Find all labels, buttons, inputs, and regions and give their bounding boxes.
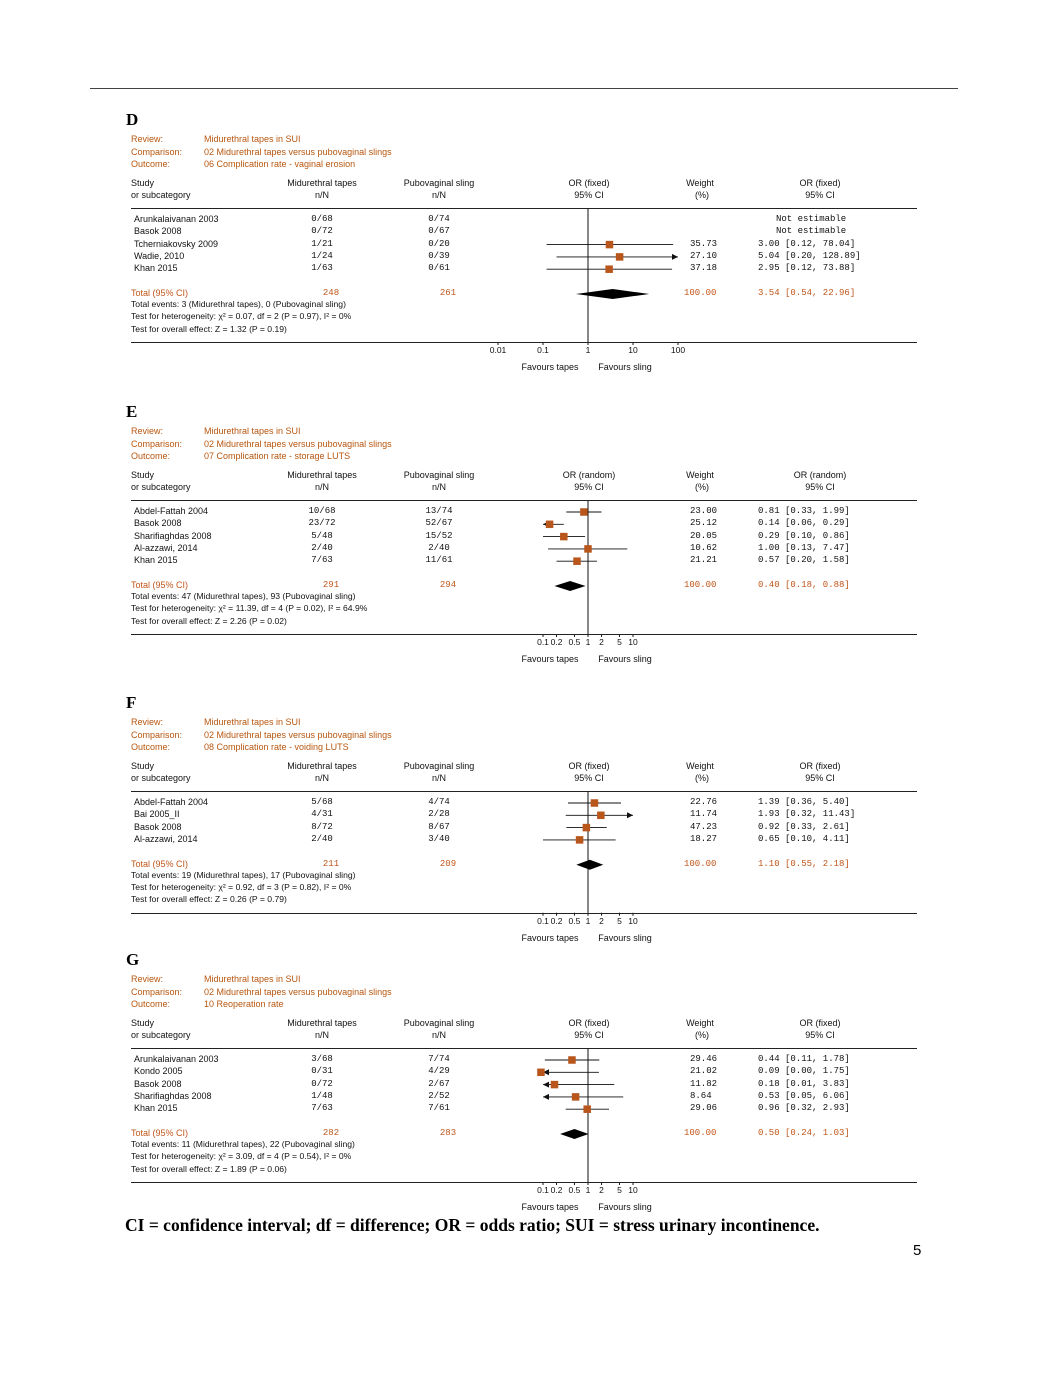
study-name: Basok 2008 [134, 1078, 182, 1089]
point-estimate-square [572, 1093, 580, 1101]
pooled-diamond [576, 289, 649, 299]
study-or: 0.09 [0.00, 1.75] [758, 1066, 850, 1077]
axis-tick-label: 10 [628, 637, 638, 647]
ci-arrow-left [543, 1094, 549, 1100]
study-exp-events: 7/63 [311, 555, 333, 566]
axis-tick-label: 10 [628, 1185, 638, 1195]
axis-tick-label: 0.5 [568, 915, 581, 926]
study-ctl-events: 13/74 [425, 506, 453, 516]
meta-outcome-value: 07 Complication rate - storage LUTS [204, 451, 351, 461]
study-ctl-events: 2/67 [428, 1078, 450, 1089]
study-ctl-events: 2/28 [428, 809, 450, 820]
favours-left-label: Favours tapes [521, 932, 579, 943]
header-ctl-nN: n/N [431, 773, 447, 783]
header-ctl: Pubovaginal sling [403, 1018, 475, 1028]
study-or: 1.00 [0.13, 7.47] [758, 542, 850, 553]
total-label: Total (95% CI) [131, 288, 189, 298]
study-exp-events: 5/68 [311, 797, 333, 807]
study-name: Abdel-Fattah 2004 [134, 506, 209, 516]
header-effect-plot: OR (fixed) [568, 178, 610, 188]
study-ctl-events: 7/74 [428, 1054, 450, 1064]
panel-letter: G [126, 950, 140, 969]
study-name: Sharifiaghdas 2008 [134, 1090, 212, 1101]
meta-review-value: Midurethral tapes in SUI [204, 134, 301, 144]
point-estimate-square [576, 836, 584, 844]
footer-line: Test for overall effect: Z = 1.89 (P = 0.06) [131, 1163, 287, 1174]
axis-tick-label: 0.2 [550, 637, 563, 647]
top-rule [90, 88, 958, 89]
point-estimate-square [583, 1105, 591, 1113]
study-weight: 27.10 [690, 250, 718, 261]
meta-outcome-label: Outcome: [131, 742, 171, 752]
study-or: 0.29 [0.10, 0.86] [758, 530, 850, 541]
study-weight: 35.73 [690, 238, 718, 249]
meta-outcome-value: 08 Complication rate - voiding LUTS [204, 742, 349, 752]
forest-panel-d [0, 110, 1040, 380]
header-weight-unit: (%) [695, 482, 709, 492]
total-label: Total (95% CI) [131, 1128, 189, 1138]
axis-tick-label: 10 [628, 915, 638, 926]
header-weight-unit: (%) [695, 773, 709, 783]
study-name: Sharifiaghdas 2008 [134, 530, 212, 541]
meta-review-label: Review: [131, 717, 164, 727]
header-study: Study [131, 761, 155, 771]
study-exp-events: 1/63 [311, 263, 333, 274]
meta-review-value: Midurethral tapes in SUI [204, 974, 301, 984]
point-estimate-square [560, 533, 568, 541]
study-ctl-events: 11/61 [425, 555, 453, 566]
point-estimate-square [580, 508, 588, 516]
pooled-diamond [560, 1129, 588, 1139]
header-ctl: Pubovaginal sling [403, 178, 475, 188]
study-exp-events: 1/24 [311, 250, 333, 261]
axis-tick-label: 5 [617, 1185, 622, 1195]
study-weight: 25.12 [690, 518, 718, 529]
axis-tick-label: 5 [617, 637, 622, 647]
meta-review-label: Review: [131, 974, 164, 984]
favours-left-label: Favours tapes [521, 362, 579, 372]
meta-comparison-label: Comparison: [131, 438, 183, 449]
study-or: 0.96 [0.32, 2.93] [758, 1103, 850, 1114]
bottom-rule [131, 913, 917, 914]
forest-panel-e [0, 402, 1040, 672]
point-estimate-square [597, 812, 605, 820]
meta-comparison-label: Comparison: [131, 729, 183, 740]
header-weight-unit: (%) [695, 190, 709, 200]
study-exp-events: 0/72 [311, 226, 333, 237]
axis-tick-label: 2 [599, 1185, 604, 1195]
header-ctl: Pubovaginal sling [403, 761, 475, 771]
study-ctl-events: 0/61 [428, 263, 450, 274]
footer-line: Test for heterogeneity: χ² = 3.09, df = 4 (P = 0.54), I² = 0% [131, 1151, 352, 1162]
study-weight: 18.27 [690, 833, 718, 844]
ci-arrow-left [543, 1082, 549, 1088]
study-exp-events: 0/31 [311, 1066, 333, 1077]
point-estimate-square [551, 1081, 559, 1089]
axis-tick-label: 2 [599, 915, 604, 926]
header-ctl-nN: n/N [431, 482, 447, 492]
axis-tick-label: 0.01 [489, 345, 507, 355]
study-weight: 11.74 [690, 809, 718, 820]
study-name: Khan 2015 [134, 555, 178, 566]
axis-tick-label: 0.2 [550, 915, 563, 926]
study-name: Khan 2015 [134, 263, 178, 274]
study-ctl-events: 0/20 [428, 238, 450, 249]
axis-tick-label: 1 [585, 915, 591, 926]
study-ctl-events: 0/39 [428, 250, 450, 261]
study-exp-events: 4/31 [311, 809, 333, 820]
study-or: Not estimable [776, 226, 847, 237]
total-weight: 100.00 [684, 580, 717, 590]
axis-tick-label: 0.1 [537, 637, 549, 647]
header-effect-col-ci: 95% CI [805, 1030, 835, 1040]
footer-line: Total events: 3 (Midurethral tapes), 0 (Pubovaginal sling) [131, 299, 346, 309]
header-effect-plot-ci: 95% CI [574, 1030, 604, 1040]
footer-line: Test for overall effect: Z = 1.32 (P = 0.19) [131, 323, 287, 334]
total-ctl: 283 [439, 1128, 457, 1138]
point-estimate-square [616, 253, 624, 261]
footer-line: Test for heterogeneity: χ² = 0.92, df = 3 (P = 0.82), I² = 0% [131, 882, 352, 892]
total-exp: 211 [322, 858, 340, 869]
bottom-rule [131, 342, 917, 343]
study-name: Al-azzawi, 2014 [134, 833, 198, 844]
header-ctl: Pubovaginal sling [403, 470, 475, 480]
study-or: 0.14 [0.06, 0.29] [758, 518, 850, 529]
favours-left-label: Favours tapes [521, 1202, 579, 1212]
footer-line: Test for heterogeneity: χ² = 0.07, df = 2 (P = 0.97), I² = 0% [131, 311, 352, 322]
header-exp-nN: n/N [314, 773, 330, 783]
study-or: 0.57 [0.20, 1.58] [758, 555, 850, 566]
pooled-diamond [576, 860, 603, 870]
point-estimate-square [568, 1056, 576, 1064]
study-name: Basok 2008 [134, 518, 182, 529]
meta-comparison-label: Comparison: [131, 146, 183, 157]
panel-letter: F [126, 693, 137, 712]
total-or: 3.54 [0.54, 22.96] [758, 288, 856, 298]
axis-tick-label: 10 [628, 345, 638, 355]
ci-arrow-right [627, 812, 633, 818]
study-name: Arunkalaivanan 2003 [134, 1054, 219, 1064]
bottom-rule [131, 634, 917, 635]
axis-tick-label: 1 [585, 637, 591, 647]
header-effect-col-ci: 95% CI [805, 482, 835, 492]
study-weight: 21.21 [690, 555, 718, 566]
footer-line: Test for heterogeneity: χ² = 11.39, df = 4 (P = 0.02), I² = 64.9% [131, 603, 368, 614]
study-ctl-events: 0/67 [428, 226, 450, 237]
ci-arrow-right [672, 254, 678, 260]
study-name: Basok 2008 [134, 226, 182, 237]
point-estimate-square [606, 241, 614, 249]
forest-panel-f [0, 693, 1040, 963]
study-or: 5.04 [0.20, 128.89] [758, 250, 861, 261]
header-effect-col: OR (fixed) [799, 761, 841, 771]
header-effect-plot-ci: 95% CI [574, 482, 604, 492]
pooled-diamond [554, 581, 585, 591]
study-ctl-events: 52/67 [425, 518, 453, 529]
total-exp: 282 [322, 1128, 340, 1138]
study-or: 3.00 [0.12, 78.04] [758, 238, 856, 249]
header-effect-plot-ci: 95% CI [574, 190, 604, 200]
point-estimate-square [584, 545, 592, 553]
favours-right-label: Favours sling [598, 1202, 652, 1212]
study-weight: 11.82 [690, 1078, 718, 1089]
header-exp: Midurethral tapes [287, 1018, 357, 1028]
study-or: 0.81 [0.33, 1.99] [758, 506, 850, 516]
header-study-sub: or subcategory [131, 1030, 191, 1040]
header-effect-col: OR (random) [793, 470, 847, 480]
footer-line: Test for overall effect: Z = 0.26 (P = 0.79) [131, 894, 287, 905]
study-exp-events: 23/72 [308, 518, 336, 529]
study-weight: 20.05 [690, 530, 718, 541]
study-exp-events: 7/63 [311, 1103, 333, 1114]
study-or: 0.92 [0.33, 2.61] [758, 821, 850, 832]
header-weight: Weight [686, 761, 714, 771]
footer-line: Total events: 11 (Midurethral tapes), 22 (Pubovaginal sling) [131, 1139, 355, 1149]
footer-line: Test for overall effect: Z = 2.26 (P = 0.02) [131, 615, 287, 626]
study-weight: 47.23 [690, 821, 718, 832]
axis-tick-label: 2 [599, 637, 604, 647]
study-exp-events: 5/48 [311, 530, 333, 541]
study-name: Kondo 2005 [134, 1066, 183, 1077]
meta-review-value: Midurethral tapes in SUI [204, 717, 301, 727]
point-estimate-square [591, 799, 599, 807]
point-estimate-square [605, 265, 613, 273]
study-name: Al-azzawi, 2014 [134, 542, 198, 553]
header-effect-col-ci: 95% CI [805, 773, 835, 783]
header-exp: Midurethral tapes [287, 761, 357, 771]
header-effect-col: OR (fixed) [799, 1018, 841, 1028]
meta-comparison-value: 02 Midurethral tapes versus pubovaginal slings [204, 986, 392, 997]
page-number: 5 [913, 1242, 922, 1259]
study-weight: 21.02 [690, 1066, 718, 1077]
axis-tick-label: 0.5 [568, 637, 581, 647]
study-weight: 29.46 [690, 1054, 718, 1064]
study-ctl-events: 2/40 [428, 542, 450, 553]
study-weight: 10.62 [690, 542, 718, 553]
study-exp-events: 3/68 [311, 1054, 333, 1064]
study-name: Khan 2015 [134, 1103, 178, 1114]
total-weight: 100.00 [684, 1128, 717, 1138]
total-ctl: 261 [439, 288, 457, 298]
header-ctl-nN: n/N [431, 190, 447, 200]
study-or: 2.95 [0.12, 73.88] [758, 263, 856, 274]
study-name: Wadie, 2010 [134, 250, 185, 261]
header-effect-plot: OR (random) [562, 470, 616, 480]
study-ctl-events: 4/74 [428, 797, 450, 807]
study-name: Tcherniakovsky 2009 [134, 238, 219, 249]
header-weight-unit: (%) [695, 1030, 709, 1040]
study-ctl-events: 4/29 [428, 1066, 450, 1077]
study-exp-events: 10/68 [308, 506, 336, 516]
favours-right-label: Favours sling [598, 932, 652, 943]
meta-outcome-value: 10 Reoperation rate [204, 999, 284, 1009]
header-weight: Weight [686, 470, 714, 480]
total-weight: 100.00 [684, 288, 717, 298]
total-label: Total (95% CI) [131, 580, 189, 590]
study-or: 0.65 [0.10, 4.11] [758, 833, 850, 844]
footer-line: Total events: 19 (Midurethral tapes), 17 (Pubovaginal sling) [131, 869, 356, 880]
panel-letter: D [126, 110, 139, 129]
total-weight: 100.00 [684, 858, 717, 869]
axis-tick-label: 0.1 [537, 345, 549, 355]
study-weight: 8.64 [690, 1090, 712, 1101]
axis-tick-label: 0.1 [537, 915, 549, 926]
header-effect-col: OR (fixed) [799, 178, 841, 188]
study-ctl-events: 7/61 [428, 1103, 450, 1114]
forest-panel-g [0, 950, 1040, 1220]
study-name: Bai 2005_II [134, 809, 180, 820]
axis-tick-label: 1 [585, 345, 591, 355]
header-study-sub: or subcategory [131, 482, 191, 492]
meta-comparison-label: Comparison: [131, 986, 183, 997]
study-name: Arunkalaivanan 2003 [134, 214, 219, 224]
study-ctl-events: 8/67 [428, 821, 450, 832]
study-exp-events: 0/72 [311, 1078, 333, 1089]
meta-comparison-value: 02 Midurethral tapes versus pubovaginal slings [204, 146, 392, 157]
total-ctl: 294 [439, 580, 457, 590]
header-exp: Midurethral tapes [287, 470, 357, 480]
favours-right-label: Favours sling [598, 654, 652, 664]
axis-tick-label: 0.5 [568, 1185, 581, 1195]
total-or: 0.40 [0.18, 0.88] [758, 580, 850, 590]
header-effect-plot: OR (fixed) [568, 1018, 610, 1028]
total-exp: 248 [322, 288, 340, 298]
header-exp-nN: n/N [314, 190, 330, 200]
study-name: Abdel-Fattah 2004 [134, 797, 209, 807]
meta-outcome-label: Outcome: [131, 159, 171, 169]
header-weight: Weight [686, 178, 714, 188]
meta-review-value: Midurethral tapes in SUI [204, 426, 301, 436]
meta-comparison-value: 02 Midurethral tapes versus pubovaginal slings [204, 438, 392, 449]
study-exp-events: 1/48 [311, 1090, 333, 1101]
axis-tick-label: 100 [670, 345, 686, 355]
footer-line: Total events: 47 (Midurethral tapes), 93 (Pubovaginal sling) [131, 591, 356, 601]
point-estimate-square [573, 557, 581, 565]
bottom-rule [131, 1182, 917, 1183]
header-study: Study [131, 178, 155, 188]
meta-review-label: Review: [131, 426, 164, 436]
meta-outcome-value: 06 Complication rate - vaginal erosion [204, 159, 356, 169]
total-label: Total (95% CI) [131, 858, 189, 869]
study-or: 0.53 [0.05, 6.06] [758, 1090, 850, 1101]
header-study: Study [131, 470, 155, 480]
study-or: Not estimable [776, 214, 847, 224]
header-weight: Weight [686, 1018, 714, 1028]
total-ctl: 209 [439, 858, 457, 869]
header-study: Study [131, 1018, 155, 1028]
study-weight: 23.00 [690, 506, 718, 516]
study-or: 0.18 [0.01, 3.83] [758, 1078, 850, 1089]
study-weight: 22.76 [690, 797, 718, 807]
study-exp-events: 8/72 [311, 821, 333, 832]
total-or: 0.50 [0.24, 1.03] [758, 1128, 850, 1138]
header-study-sub: or subcategory [131, 190, 191, 200]
study-weight: 29.06 [690, 1103, 718, 1114]
header-effect-plot: OR (fixed) [568, 761, 610, 771]
axis-tick-label: 0.1 [537, 1185, 549, 1195]
study-or: 1.93 [0.32, 11.43] [758, 809, 856, 820]
study-exp-events: 2/40 [311, 542, 333, 553]
study-weight: 37.18 [690, 263, 718, 274]
axis-tick-label: 5 [617, 915, 622, 926]
study-or: 1.39 [0.36, 5.40] [758, 797, 850, 807]
header-exp-nN: n/N [314, 1030, 330, 1040]
study-ctl-events: 0/74 [428, 214, 450, 224]
total-exp: 291 [322, 580, 340, 590]
point-estimate-square [546, 521, 554, 529]
meta-comparison-value: 02 Midurethral tapes versus pubovaginal slings [204, 729, 392, 740]
favours-right-label: Favours sling [598, 362, 652, 372]
favours-left-label: Favours tapes [521, 654, 579, 664]
study-name: Basok 2008 [134, 821, 182, 832]
point-estimate-square [537, 1069, 545, 1077]
study-ctl-events: 3/40 [428, 833, 450, 844]
study-exp-events: 0/68 [311, 214, 333, 224]
panel-letter: E [126, 402, 138, 421]
study-ctl-events: 15/52 [425, 530, 453, 541]
figure-caption: CI = confidence interval; df = difference; OR = odds ratio; SUI = stress urinary incontinence. [125, 1215, 820, 1235]
study-or: 0.44 [0.11, 1.78] [758, 1054, 850, 1064]
header-exp-nN: n/N [314, 482, 330, 492]
header-effect-col-ci: 95% CI [805, 190, 835, 200]
meta-outcome-label: Outcome: [131, 999, 171, 1009]
header-study-sub: or subcategory [131, 773, 191, 783]
header-exp: Midurethral tapes [287, 178, 357, 188]
axis-tick-label: 0.2 [550, 1185, 563, 1195]
meta-review-label: Review: [131, 134, 164, 144]
study-ctl-events: 2/52 [428, 1090, 450, 1101]
header-effect-plot-ci: 95% CI [574, 773, 604, 783]
point-estimate-square [583, 824, 591, 832]
axis-tick-label: 1 [585, 1185, 591, 1195]
meta-outcome-label: Outcome: [131, 451, 171, 461]
total-or: 1.10 [0.55, 2.18] [758, 858, 850, 869]
study-exp-events: 1/21 [311, 238, 333, 249]
header-ctl-nN: n/N [431, 1030, 447, 1040]
study-exp-events: 2/40 [311, 833, 333, 844]
